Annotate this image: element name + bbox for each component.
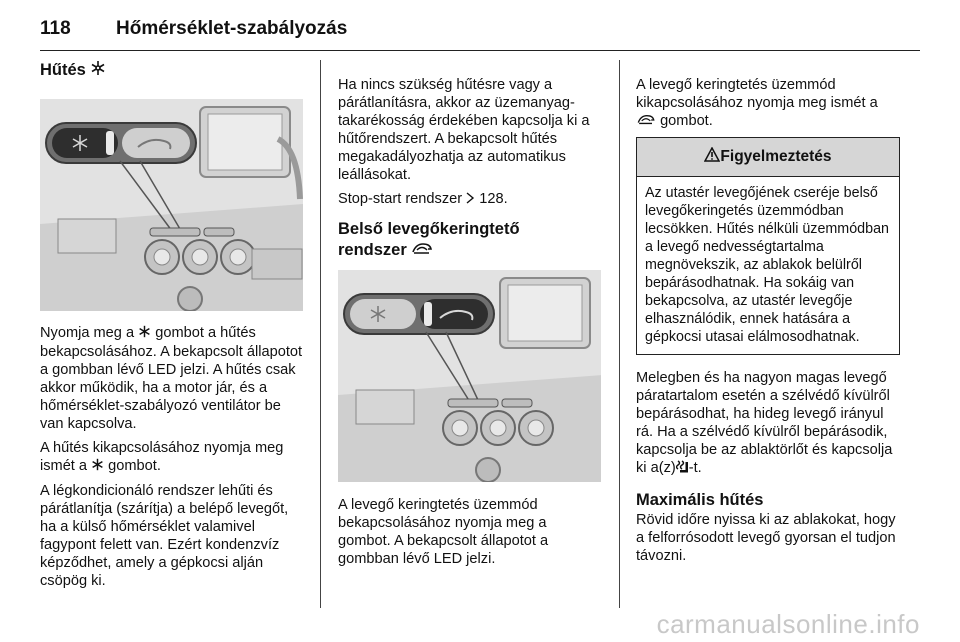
warning-text: Az utastér levegőjének cseréje belső levegőkeringetés üzemmódban lecsökken. Hűtés nélküli üzemmódban a levegő nedvességtartalma megnövekszik, az ablakok belülről bepárásodhatnak. Ha sokáig van bekapcsolva, az utastér levegője elhasználódik, ennek hatására a gépkocsi utasai elálmosodhatnak.: [645, 185, 889, 345]
snowflake-icon: [90, 60, 106, 82]
watermark: carmanualsonline.info: [656, 609, 920, 639]
warning-header: [637, 138, 899, 177]
snowflake-icon: [138, 325, 151, 343]
windshield-fan-icon: [676, 459, 689, 478]
warning-box: [636, 137, 900, 355]
recirculation-icon: [636, 113, 656, 131]
column-1: [40, 60, 303, 596]
header-rule: [40, 50, 920, 51]
page-header: [40, 14, 920, 50]
fogging-text-a: Melegben és ha nagyon magas levegő páratartalom esetén a szélvédő kívülről bepárásodhat, ha hideg levegő irányul rá. Ha a szélvédő kívülről bepárásodik, kapcsolja be az ablaktörlőt és kapcsolja ki a(z): [636, 370, 893, 476]
snowflake-icon: [91, 458, 104, 476]
column-3: [636, 76, 900, 571]
recirc-intro-text: Ha nincs szükség hűtésre vagy a párátlanításra, akkor az üzemanyag-takarékosság érdekében kapcsolja ki a hűtőrendszert. A bekapcsolt hűtés megakadályozhatja az automatikus leállásokat.: [338, 77, 590, 183]
cooling-text-1a: Nyomja meg a: [40, 325, 135, 341]
ac-button-figure: [40, 99, 303, 311]
section-heading-recirculation: Belső levegőkeringtető rendszer: [338, 219, 602, 262]
section-heading-cooling: Hűtés: [40, 60, 303, 82]
warning-triangle-icon: [704, 139, 720, 177]
cooling-text-1b: gombot a hűtés bekapcsolásához. A bekapcsolt állapotot a gombban lévő LED jelzi. A hűtés csak akkor működik, ha a motor jár, és a hőmérséklet-szabályozó ventilátor be van kapcsolva.: [40, 325, 303, 432]
cooling-text-2a: A hűtés kikapcsolásához nyomja meg ismét a: [40, 440, 284, 474]
recirc-on-text: A levegő keringtetés üzemmód bekapcsolásához nyomja meg a gombot. A bekapcsolt állapotot a gombban lévő LED jelzi.: [338, 497, 549, 567]
recirculation-button-figure: [338, 270, 601, 482]
recirculation-icon: [411, 241, 433, 262]
recirc-off-text-a: A levegő keringtetés üzemmód kikapcsolásához nyomja meg ismét a: [636, 77, 878, 111]
page-title: Hőmérséklet-szabályozás: [116, 18, 348, 39]
cooling-text-3: A légkondicionáló rendszer lehűti és párátlanítja (szárítja) a belépő levegőt, ha a külső hőmérséklet valamivel fagypont felett van. Ezért kondenzvíz képződhet, amely a gépkocsi alján csöpög ki.: [40, 483, 289, 589]
column-2: [338, 76, 602, 574]
max-cooling-text: Rövid időre nyissa ki az ablakokat, hogy a felforrósodott levegő gyorsan el tudjon távozni.: [636, 512, 896, 564]
column-divider: [619, 60, 620, 608]
column-divider: [320, 60, 321, 608]
recirc-off-text-b: gombot.: [660, 113, 713, 129]
arrow-right-icon: [466, 191, 475, 209]
stopstart-link-text: Stop-start rendszer: [338, 191, 463, 207]
stopstart-page-ref[interactable]: 128.: [479, 191, 508, 207]
fogging-text-b: -t.: [688, 460, 702, 476]
section-heading-max-cooling: Maximális hűtés: [636, 491, 764, 509]
page-number: 118: [40, 18, 71, 39]
cooling-text-2b: gombot.: [108, 458, 161, 474]
warning-title: Figyelmeztetés: [720, 148, 832, 165]
